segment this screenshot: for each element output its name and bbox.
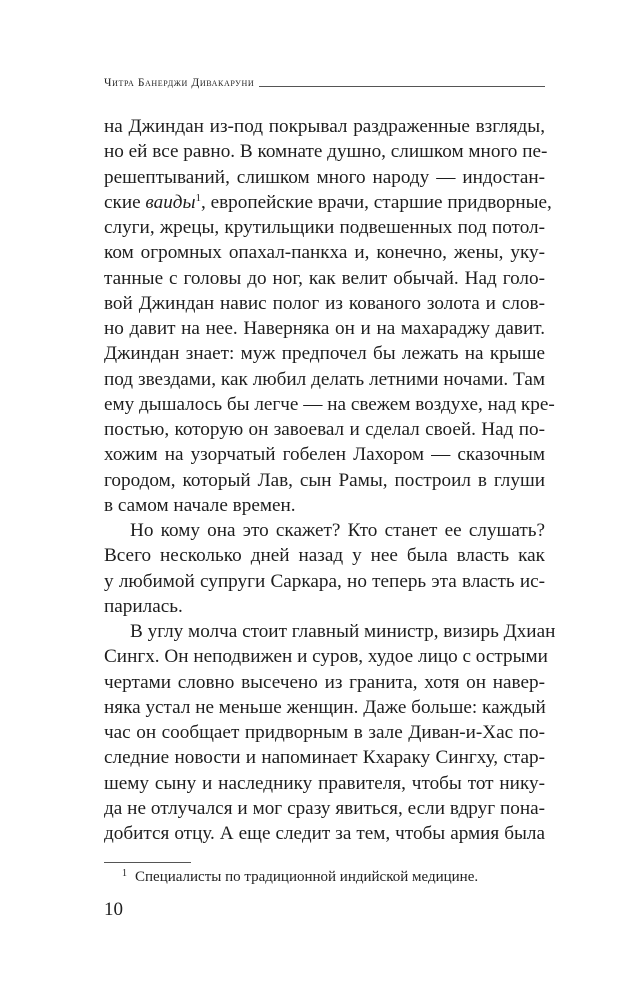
text-line: решептываний, слишком много народу — индостан-: [104, 166, 545, 188]
footnote-rule: [104, 862, 191, 863]
text-line: хожим на узорчатый гобелен Лахором — сказочным: [104, 444, 545, 466]
page-number: 10: [104, 899, 123, 920]
italic-term: ваиды: [145, 191, 196, 213]
text-line: ему дышалось бы легче — на свежем воздухе, над кре-: [104, 393, 555, 415]
text-line: вой Джиндан навис полог из кованого золота и слов-: [104, 292, 545, 314]
text-line: Но кому она это скажет? Кто станет ее слушать?: [130, 520, 545, 541]
text-line: чертами словно высечено из гранита, хотя он навер-: [104, 671, 545, 693]
text-line: Сингх. Он неподвижен и суров, худое лицо с острыми: [104, 646, 548, 668]
footnote-marker: 1: [122, 868, 127, 879]
text-line: парилась.: [104, 595, 183, 617]
text-line: няка устал не меньше женщин. Даже больше: каждый: [104, 696, 546, 718]
body-text: [104, 114, 556, 846]
text-line: под звездами, как любил делать летними ночами. Там: [104, 368, 545, 390]
text-line: Всего несколько дней назад у нее была власть как: [104, 545, 545, 567]
text-line: в самом начале времен.: [104, 494, 296, 516]
text-line: Джиндан знает: муж предпочел бы лежать на крыше: [104, 343, 545, 365]
text-line: ком огромных опахал-панкха и, конечно, жены, уку-: [104, 242, 545, 264]
text-line: но ей все равно. В комнате душно, слишком много пе-: [104, 141, 548, 163]
running-title: Читра Банерджи Дивакаруни: [104, 77, 255, 89]
text-line: но давит на нее. Наверняка он и на махараджу давит.: [104, 318, 545, 339]
text-line: следние новости и напоминает Кхараку Сингху, стар-: [104, 747, 545, 769]
text-line: у любимой супруги Саркара, но теперь эта власть ис-: [104, 570, 545, 592]
text-segment: , европейские врачи, старшие придворные,: [201, 191, 552, 213]
text-line: постью, которую он завоевал и сделал своей. Над по-: [104, 419, 545, 440]
footnote-text: Специалисты по традиционной индийской медицине.: [135, 869, 479, 885]
text-line: шему сыну и наследнику правителя, чтобы тот нику-: [104, 772, 545, 794]
text-line: танные с головы до ног, как велит обычай. Над голо-: [104, 267, 545, 289]
running-header: [104, 76, 545, 90]
text-line: да не отлучался и мог сразу явиться, если вдруг пона-: [104, 797, 545, 819]
header-rule: [259, 86, 545, 87]
text-line: В углу молча стоит главный министр, визирь Дхиан: [130, 621, 556, 642]
text-line: на Джиндан из-под покрывал раздраженные взгляды,: [104, 116, 545, 137]
text-line: городом, который Лав, сын Рамы, построил в глуши: [104, 469, 545, 491]
footnote: [122, 869, 478, 886]
text-line: час он сообщает придворным в зале Диван-и-Хас по-: [104, 722, 545, 743]
text-line: слуги, жрецы, крутильщики подвешенных под потол-: [104, 217, 545, 238]
text-line: добится отцу. А еще следит за тем, чтобы армия была: [104, 823, 545, 844]
text-line: [104, 190, 552, 215]
footnote-ref: 1: [195, 191, 202, 204]
text-segment: ские: [104, 191, 146, 213]
